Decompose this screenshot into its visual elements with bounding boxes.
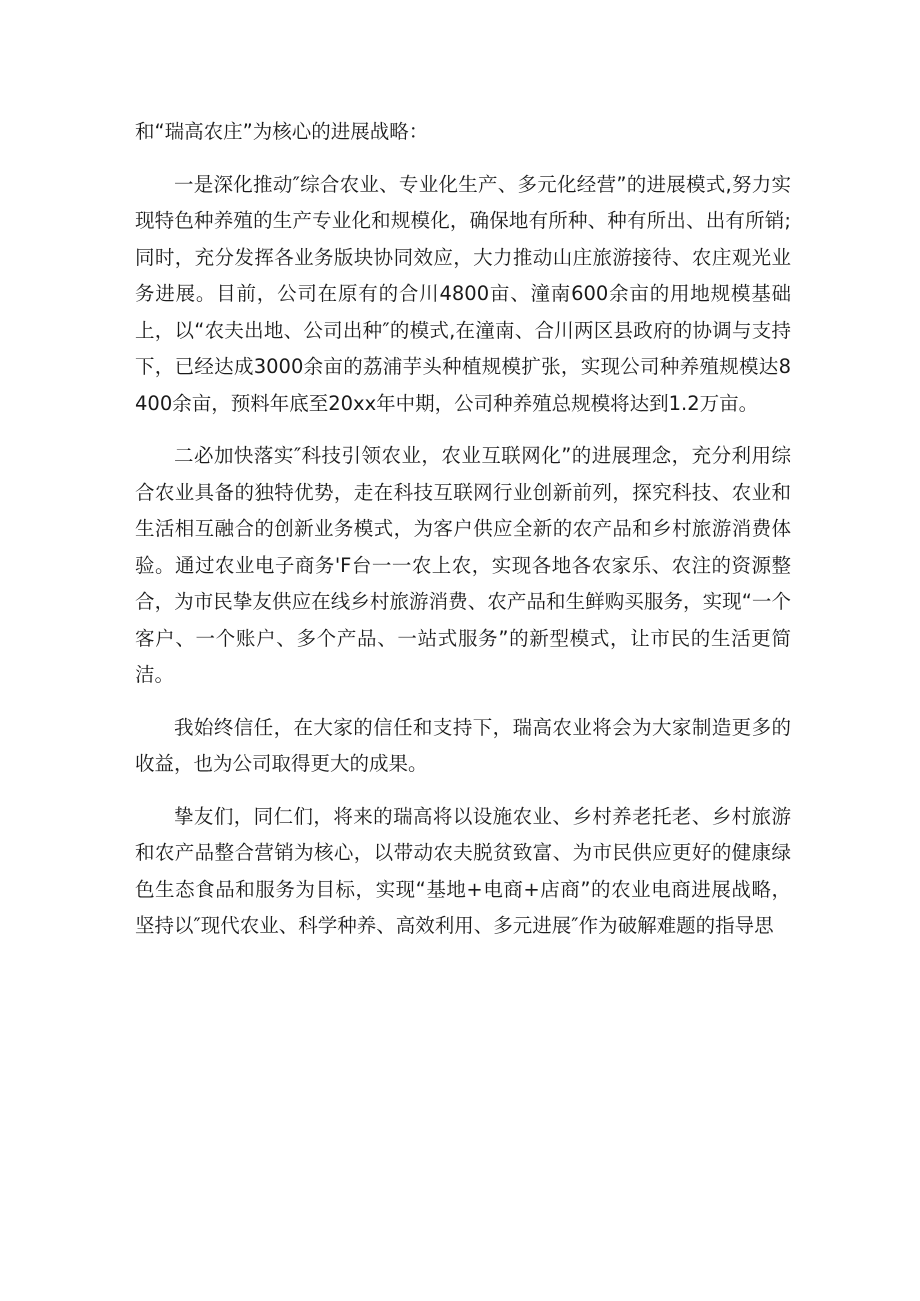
document-body xyxy=(135,114,791,961)
paragraph-strategy-intro: 和“瑞高农庄”为核心的进展战略： xyxy=(135,120,429,143)
paragraph-belief: 我始终信任，在大家的信任和支持下，瑞高农业将会为大家制造更多的收益，也为公司取得更大的成果。 xyxy=(135,715,791,775)
paragraph-future: 挚友们，同仁们，将来的瑞高将以设施农业、乡村养老托老、乡村旅游和农产品整合营销为核心，以带动农夫脱贫致富、为市民供应更好的健康绿色生态食品和服务为目标，实现“基地+电商+店商”的农业电商进展战略，坚持以″现代农业、科学种养、高效利用、多元进展″作为破解难题的指导思 xyxy=(135,804,791,937)
paragraph-strategy-two: 二必加快落实″科技引领农业，农业互联网化”的进展理念，充分利用综合农业具备的独特优势，走在科技互联网行业创新前列，探究科技、农业和生活相互融合的创新业务模式，为客户供应全新的农产品和乡村旅游消费体验。通过农业电子商务'F台一一农上农，实现各地各农家乐、农注的资源整合，为市民挚友供应在线乡村旅游消费、农产品和生鲜购买服务，实现“一个客户、一个账户、多个产品、一站式服务”的新型模式，让市民的生活更简洁。 xyxy=(135,444,791,686)
paragraph-strategy-one: 一是深化推动″综合农业、专业化生产、多元化经营”的进展模式,努力实现特色种养殖的生产专业化和规模化，确保地有所种、种有所出、出有所销;同时，充分发挥各业务版块协同效应，大力推动山庄旅游接待、农庄观光业务进展。目前，公司在原有的合川4800亩、潼南600余亩的用地规模基础上，以“农夫出地、公司出种″的模式,在潼南、合川两区县政府的协调与支持下，已经达成3000余亩的荔浦芋头种植规模扩张，实现公司种养殖规模达8400余亩，预料年底至20xx年中期，公司种养殖总规模将达到1.2万亩。 xyxy=(135,172,791,415)
